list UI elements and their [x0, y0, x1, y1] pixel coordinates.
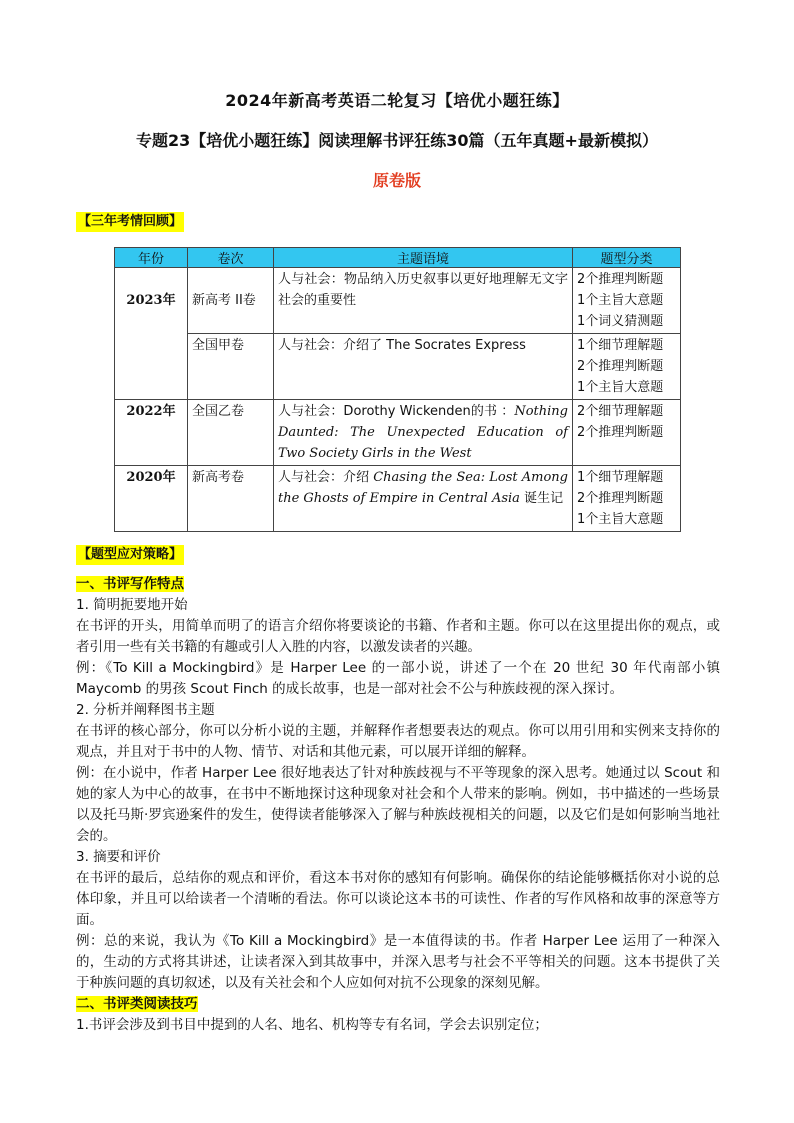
table-row: [115, 268, 681, 334]
document-body: [76, 574, 720, 1036]
book-title: Nothing Daunted: The Unexpected Education of Two Society Girls in the West: [278, 404, 568, 461]
cell-types: [573, 268, 681, 334]
exam-review-table: [114, 247, 681, 532]
section-tag-strategy: 【题型应对策略】: [76, 545, 184, 565]
document-version: 原卷版: [372, 171, 421, 190]
cell-theme: [274, 466, 573, 532]
section-heading: 一、书评写作特点: [76, 576, 184, 592]
type-item: 1个细节理解题: [577, 470, 664, 485]
paragraph: 2. 分析并阐释图书主题: [76, 702, 215, 718]
paragraph: 在书评的开头，用简单而明了的语言介绍你将要谈论的书籍、作者和主题。你可以在这里提出你的观点，或者引用一些有关书籍的有趣或引人入胜的内容，以激发读者的兴趣。: [76, 618, 720, 655]
paragraph: 例：总的来说，我认为《To Kill a Mockingbird》是一本值得读的书。作者 Harper Lee 运用了一种深入的，生动的方式将其讲述，让读者深入到其故事中，并深入思考与社会不平等相关的问题。这本书提供了关于种族问题的真切叙述，以及有关社会和个人应如何对抗不公现象的深刻见解。: [76, 933, 720, 991]
paragraph: 1.书评会涉及到书目中提到的人名、地名、机构等专有名词，学会去识别定位；: [76, 1017, 548, 1033]
cell-types: [573, 400, 681, 466]
type-item: 1个主旨大意题: [577, 380, 664, 395]
cell-year: 2022年: [115, 400, 188, 466]
type-item: 2个推理判断题: [577, 272, 664, 287]
theme-prefix: 人与社会：Dorothy Wickenden的书 ：: [278, 404, 515, 419]
type-item: 1个细节理解题: [577, 338, 664, 353]
header-types: 题型分类: [573, 248, 681, 268]
paragraph: 3. 摘要和评价: [76, 849, 161, 865]
header-theme: 主题语境: [274, 248, 573, 268]
paragraph: 在书评的核心部分，你可以分析小说的主题，并解释作者想要表达的观点。你可以用引用和实例来支持你的观点，并且对于书中的人物、情节、对话和其他元素，可以展开详细的解释。: [76, 723, 720, 760]
cell-paper: 新高考卷: [188, 466, 274, 532]
cell-theme: 人与社会：介绍了 The Socrates Express: [274, 334, 573, 400]
cell-types: [573, 334, 681, 400]
type-item: 2个推理判断题: [577, 359, 664, 374]
type-item: 1个主旨大意题: [577, 512, 664, 527]
table-row: [115, 334, 681, 400]
cell-types: [573, 466, 681, 532]
paragraph: 在书评的最后，总结你的观点和评价，看这本书对你的感知有何影响。确保你的结论能够概括你对小说的总体印象，并且可以给读者一个清晰的看法。你可以谈论这本书的可读性、作者的写作风格和故事的深意等方面。: [76, 870, 720, 928]
table-row: [115, 400, 681, 466]
cell-theme: [274, 400, 573, 466]
cell-paper: 全国甲卷: [188, 334, 274, 400]
theme-prefix: 人与社会：介绍: [278, 470, 374, 485]
table-header-row: [115, 248, 681, 268]
cell-paper: 全国乙卷: [188, 400, 274, 466]
book-title: Chasing the Sea: Lost Among the Ghosts of Empire in Central Asia: [278, 470, 568, 506]
type-item: 1个主旨大意题: [577, 293, 664, 308]
cell-paper: 新高考 II卷: [188, 268, 274, 334]
type-item: 2个推理判断题: [577, 491, 664, 506]
cell-year: 2023年: [115, 268, 188, 400]
cell-theme: 人与社会：物品纳入历史叙事以更好地理解无文字社会的重要性: [274, 268, 573, 334]
document-title: 2024年新高考英语二轮复习【培优小题狂练】: [225, 91, 569, 110]
header-paper: 卷次: [188, 248, 274, 268]
document-subtitle: 专题23【培优小题狂练】阅读理解书评狂练30篇（五年真题+最新模拟）: [136, 131, 658, 150]
type-item: 2个细节理解题: [577, 404, 664, 419]
paragraph: 例：《To Kill a Mockingbird》是 Harper Lee 的一部小说，讲述了一个在 20 世纪 30 年代南部小镇 Maycomb 的男孩 Scout Finch 的成长故事，也是一部对社会不公与种族歧视的深入探讨。: [76, 660, 720, 697]
section-heading: 二、书评类阅读技巧: [76, 996, 198, 1012]
section-tag-review: 【三年考情回顾】: [76, 212, 184, 232]
type-item: 2个推理判断题: [577, 425, 664, 440]
paragraph: 例：在小说中，作者 Harper Lee 很好地表达了针对种族歧视与不平等现象的深入思考。她通过以 Scout 和她的家人为中心的故事，在书中不断地探讨这种现象对社会和个人带来的影响。例如，书中描述的一些场景以及托马斯·罗宾逊案件的发生，使得读者能够深入了解与种族歧视相关的问题，以及它们是如何影响当地社会的。: [76, 765, 720, 844]
header-year: 年份: [115, 248, 188, 268]
theme-suffix: 诞生记: [519, 491, 564, 506]
cell-year: 2020年: [115, 466, 188, 532]
paragraph: 1. 简明扼要地开始: [76, 597, 188, 613]
table-row: [115, 466, 681, 532]
type-item: 1个词义猜测题: [577, 314, 664, 329]
